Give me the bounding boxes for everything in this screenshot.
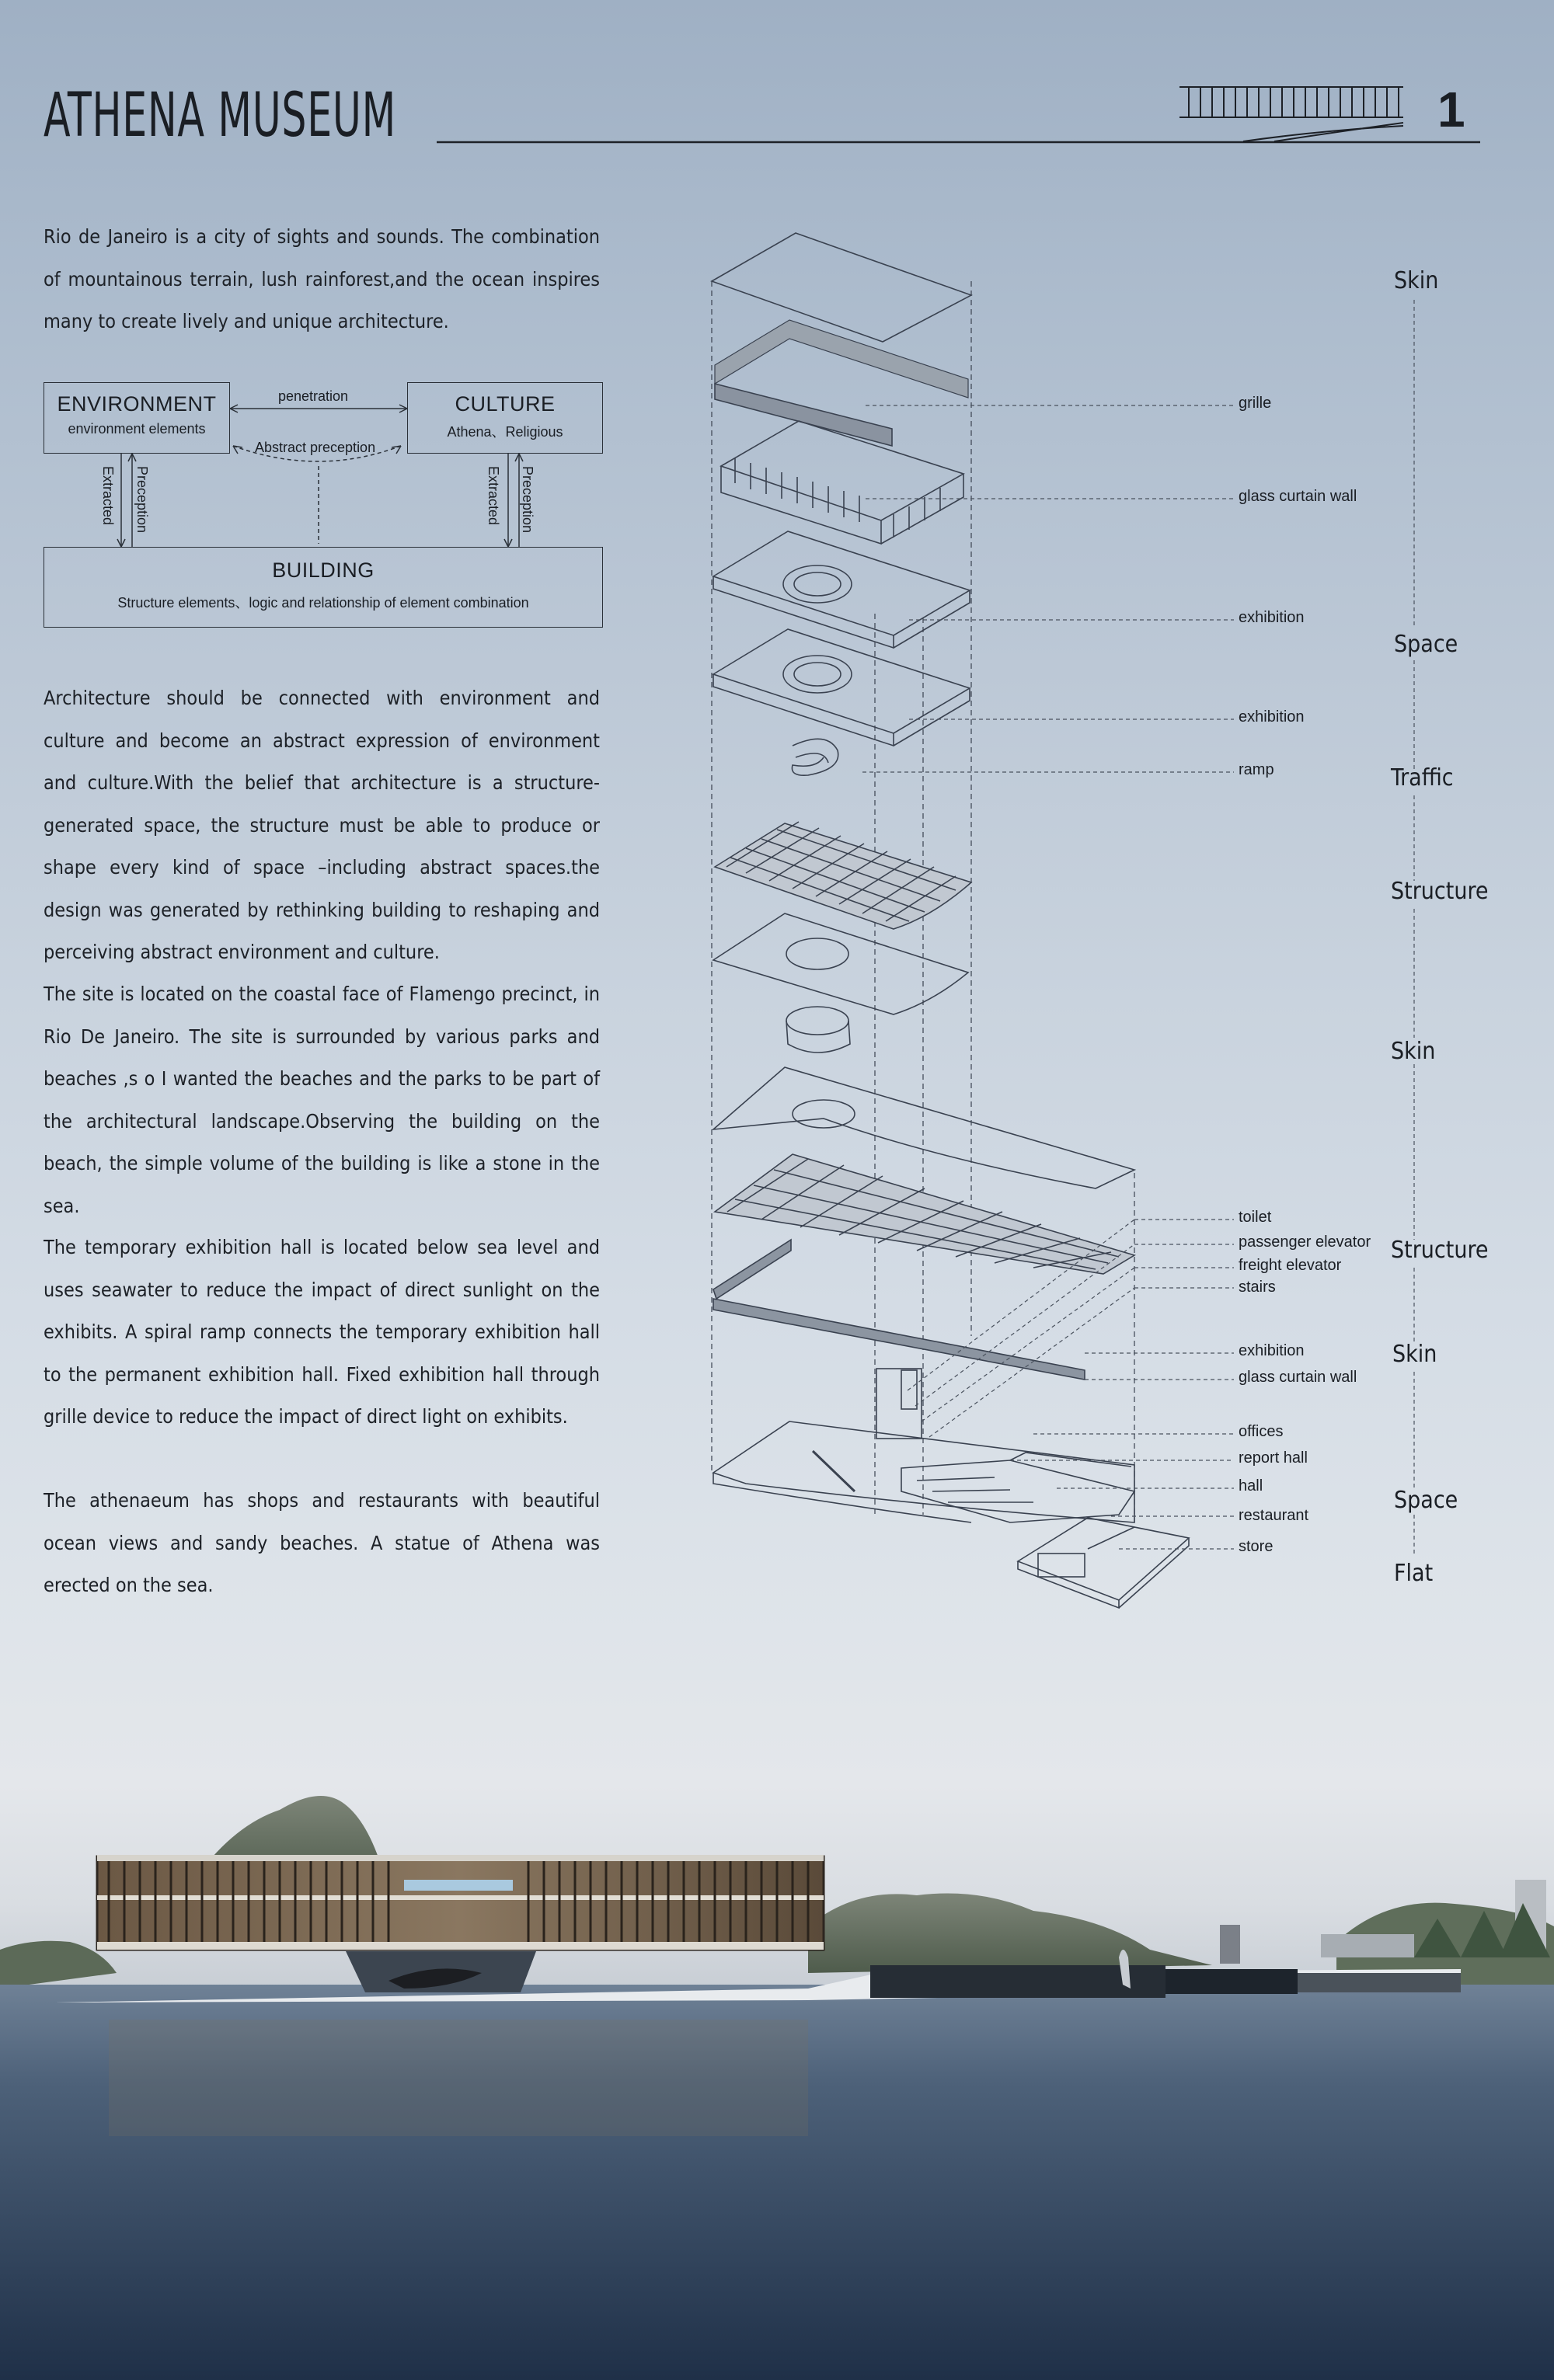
- label-restaurant: restaurant: [1239, 1507, 1309, 1524]
- abstract-preception-label: Abstract preception: [255, 440, 376, 455]
- building-title: BUILDING: [272, 558, 375, 582]
- paragraph-amenities: The athenaeum has shops and restaurants with beautiful ocean views and sandy beaches. A statue of Athena was erected on the sea.: [44, 1489, 600, 1596]
- category-skin: Skin: [1391, 1038, 1436, 1065]
- preception-label-right: Preception: [520, 466, 535, 534]
- label-glass-curtain-wall: glass curtain wall: [1239, 1369, 1357, 1386]
- environment-subtitle: environment elements: [68, 421, 206, 437]
- category-space: Space: [1394, 1487, 1458, 1514]
- penetration-label: penetration: [278, 388, 349, 404]
- label-exhibition: exhibition: [1239, 708, 1305, 725]
- label-report-hall: report hall: [1239, 1449, 1308, 1467]
- label-glass-curtain-wall: glass curtain wall: [1239, 488, 1357, 505]
- category-structure: Structure: [1391, 878, 1489, 905]
- label-store: store: [1239, 1538, 1274, 1555]
- building-box: [44, 547, 603, 628]
- extracted-label-left: Extracted: [100, 466, 116, 526]
- category-skin: Skin: [1392, 1341, 1437, 1368]
- label-grille: grille: [1239, 395, 1272, 412]
- intro-paragraph: Rio de Janeiro is a city of sights and sounds. The combination of mountainous terrain, lush rainforest,and the ocean inspires many to create lively and unique architecture.: [44, 225, 600, 332]
- culture-title: CULTURE: [455, 392, 556, 416]
- category-flat: Flat: [1394, 1560, 1434, 1587]
- category-skin: Skin: [1394, 267, 1439, 294]
- paragraph-site: The site is located on the coastal face of Flamengo precinct, in Rio De Janeiro. The site is surrounded by various parks and beaches ,s o I wanted the beaches and the parks to be part of the architectural landscape.Observing the building on the beach, the simple volume of the building is like a stone in the sea.: [44, 983, 600, 1217]
- label-exhibition: exhibition: [1239, 609, 1305, 626]
- building-subtitle: Structure elements、logic and relationship of element combination: [117, 595, 529, 611]
- label-offices: offices: [1239, 1423, 1284, 1440]
- culture-subtitle: Athena、Religious: [447, 424, 563, 440]
- bridge-icon: [1179, 87, 1403, 141]
- page-title: ATHENA MUSEUM: [44, 81, 396, 151]
- category-structure: Structure: [1391, 1237, 1489, 1264]
- label-exhibition: exhibition: [1239, 1342, 1305, 1359]
- exploded-axonometric: [712, 233, 1189, 1608]
- paragraph-exhibition: The temporary exhibition hall is located below sea level and uses seawater to reduce the impact of direct sunlight on the exhibits. A spiral ramp connects the temporary exhibition hall to the permanent exhibition hall. Fixed exhibition hall through grille device to reduce the impact of direct light on exhibits.: [44, 1236, 600, 1428]
- label-ramp: ramp: [1239, 761, 1274, 778]
- structure-grid-1: [715, 822, 971, 929]
- page-number: 1: [1437, 82, 1465, 137]
- label-toilet: toilet: [1239, 1209, 1272, 1226]
- environment-title: ENVIRONMENT: [57, 392, 217, 416]
- label-freight-elevator: freight elevator: [1239, 1257, 1342, 1274]
- culture-box: [407, 382, 603, 454]
- label-passenger-elevator: passenger elevator: [1239, 1233, 1371, 1251]
- label-hall: hall: [1239, 1477, 1263, 1494]
- extracted-label-right: Extracted: [486, 466, 501, 526]
- preception-label-left: Preception: [134, 466, 150, 534]
- category-traffic: Traffic: [1391, 764, 1454, 792]
- category-space: Space: [1394, 631, 1458, 658]
- label-stairs: stairs: [1239, 1279, 1276, 1296]
- environment-box: [44, 382, 230, 454]
- paragraph-architecture: Architecture should be connected with environment and culture and become an abstract expression of environment and culture.With the belief that architecture is a structure-generated space, the structure must be able to produce or shape every kind of space –including abstract spaces.the design was generated by rethinking building to reshaping and perceiving abstract environment and culture.: [44, 687, 600, 963]
